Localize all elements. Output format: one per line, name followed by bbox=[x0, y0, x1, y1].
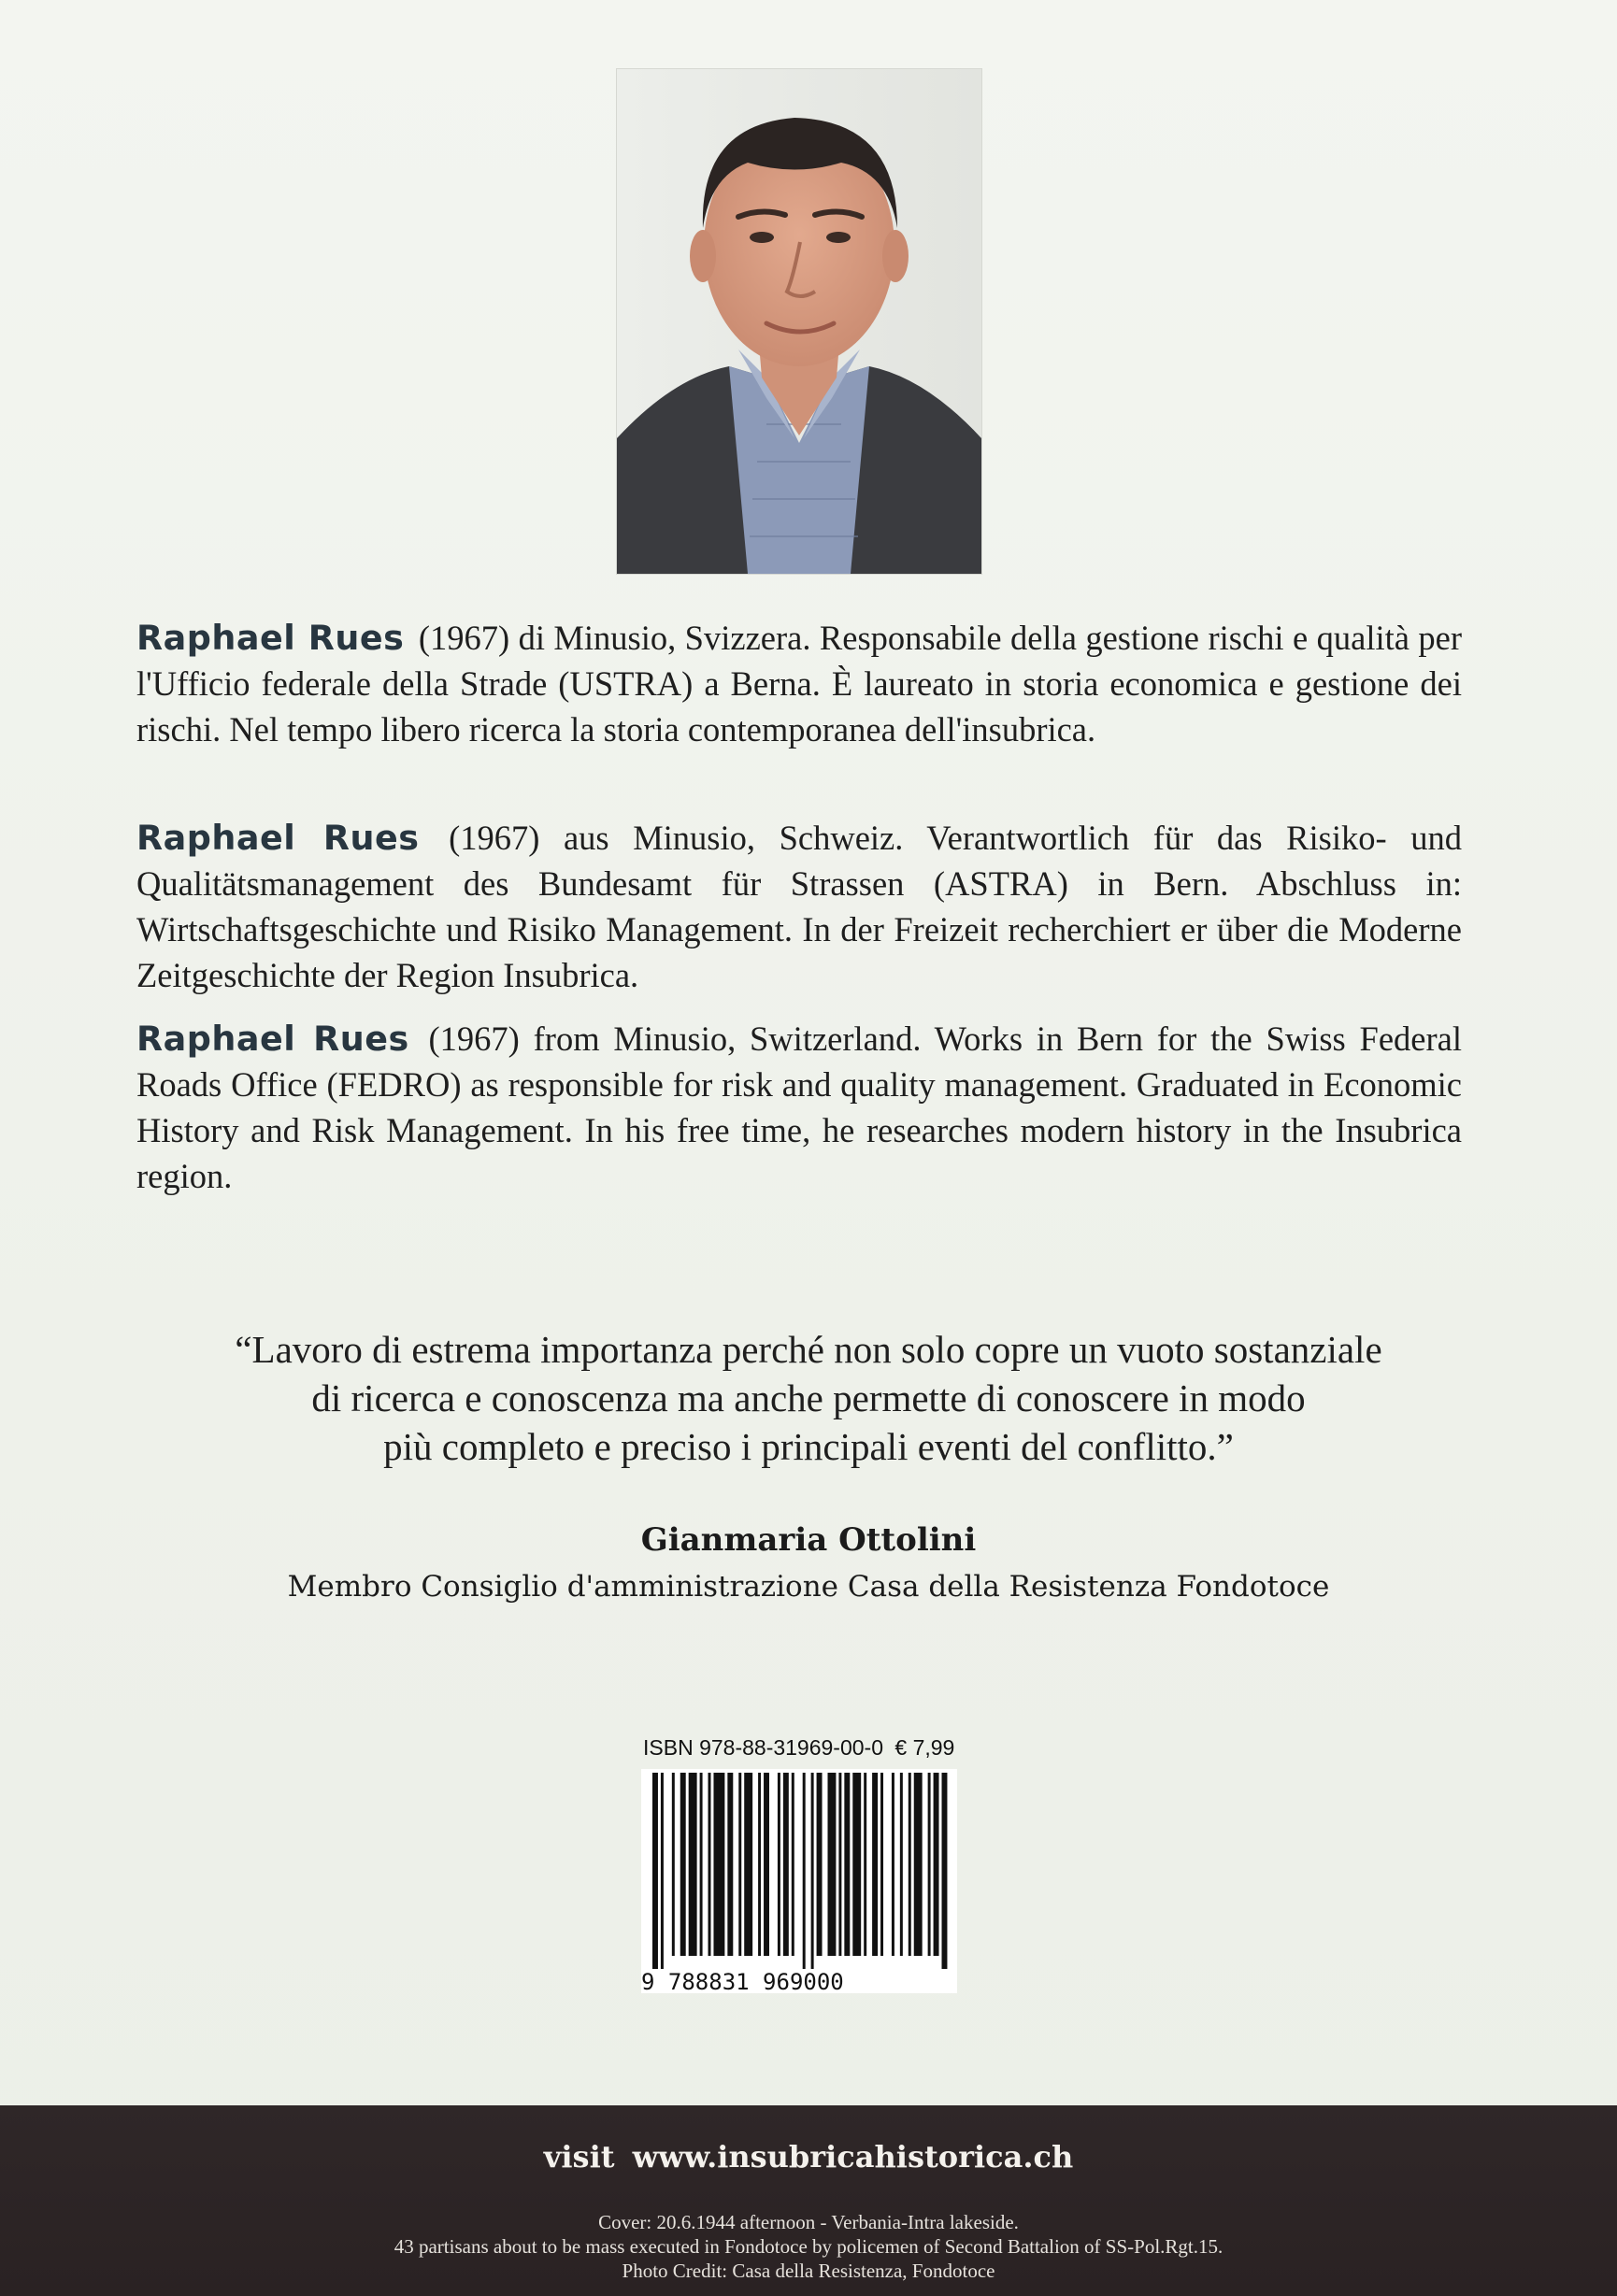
bio-text: (1967) di Minusio, Svizzera. Responsabile della gestione rischi e qualità per l'Ufficio federale della Strade (USTRA) a Berna. È laureato in storia economica e gestione dei rischi. Nel tempo libero ricerca la storia contemporanea dell'insubrica. bbox=[136, 619, 1463, 749]
photo-credit-line: Photo Credit: Casa della Resistenza, Fondotoce bbox=[622, 2260, 995, 2282]
website-link[interactable]: www.insubricahistorica.ch bbox=[632, 2139, 1074, 2175]
barcode-digits: 9 788831 969000 bbox=[641, 1969, 844, 1995]
barcode-bar bbox=[817, 1773, 823, 1956]
quote-author-role: Membro Consiglio d'amministrazione Casa della Resistenza Fondotoce bbox=[287, 1570, 1330, 1604]
author-name: Raphael Rues bbox=[136, 618, 405, 658]
barcode-bar bbox=[689, 1773, 697, 1956]
barcode-bar bbox=[727, 1773, 733, 1956]
barcode-bar bbox=[844, 1773, 850, 1956]
barcode-bar bbox=[744, 1773, 752, 1956]
barcode-bar bbox=[864, 1773, 866, 1956]
isbn-label bbox=[643, 1735, 960, 1761]
barcode-bar bbox=[914, 1773, 923, 1956]
barcode-bar bbox=[738, 1773, 741, 1956]
barcode-bar bbox=[811, 1773, 814, 1969]
barcode-bar bbox=[892, 1773, 894, 1956]
bio-text: (1967) from Minusio, Switzerland. Works in Bern for the Swiss Federal Roads Office (FEDRO) as responsible for risk and quality management. Graduated in Economic History and Risk Management. In his free time, he researches modern history in the Insubrica region. bbox=[136, 1020, 1463, 1195]
barcode-bar bbox=[758, 1773, 761, 1956]
barcode-bar bbox=[900, 1773, 903, 1956]
endorsement-quote bbox=[103, 1325, 1514, 1471]
barcode-bar bbox=[764, 1773, 769, 1956]
barcode-bar bbox=[872, 1773, 878, 1956]
author-photo bbox=[616, 68, 982, 575]
quote-line: più completo e preciso i principali eventi del conflitto.” bbox=[383, 1425, 1234, 1468]
barcode-bar bbox=[672, 1773, 675, 1956]
visit-label: visit bbox=[543, 2139, 615, 2175]
barcode-bar bbox=[778, 1773, 780, 1956]
barcode-bar bbox=[652, 1773, 658, 1969]
barcode bbox=[641, 1769, 957, 1993]
cover-credit-line: 43 partisans about to be mass executed in Fondotoce by policemen of Second Battalion of SS-Pol.Rgt.15. bbox=[394, 2235, 1223, 2258]
quote-author: Gianmaria Ottolini bbox=[640, 1521, 977, 1559]
barcode-bars bbox=[641, 1769, 957, 1969]
website-line bbox=[0, 2139, 1617, 2175]
barcode-bar bbox=[713, 1773, 724, 1956]
barcode-bar bbox=[934, 1773, 939, 1956]
barcode-bar bbox=[852, 1773, 861, 1956]
bio-italian bbox=[136, 615, 1462, 752]
barcode-bar bbox=[803, 1773, 806, 1969]
footer-band bbox=[0, 2105, 1617, 2296]
cover-credit-line: Cover: 20.6.1944 afternoon - Verbania-Intra lakeside. bbox=[598, 2211, 1019, 2233]
barcode-bar bbox=[792, 1773, 794, 1956]
barcode-bar bbox=[942, 1773, 948, 1969]
author-name: Raphael Rues bbox=[136, 1019, 409, 1059]
barcode-bar bbox=[700, 1773, 703, 1956]
price: € 7,99 bbox=[894, 1735, 955, 1760]
bio-english bbox=[136, 1016, 1462, 1199]
bio-german bbox=[136, 815, 1462, 998]
barcode-bar bbox=[680, 1773, 686, 1956]
barcode-bar bbox=[928, 1773, 931, 1956]
bio-text: (1967) aus Minusio, Schweiz. Verantwortlich für das Risiko- und Qualitätsmanagement des Bundesamt für Strassen (ASTRA) in Bern. Abschluss in: Wirtschaftsgeschichte und Risiko Management. In der Freizeit recherchiert er über die Moderne Zeitgeschichte der Region Insubrica. bbox=[136, 819, 1462, 994]
barcode-bar bbox=[880, 1773, 883, 1956]
barcode-bar bbox=[783, 1773, 789, 1956]
barcode-bar bbox=[661, 1773, 664, 1969]
author-name: Raphael Rues bbox=[136, 818, 420, 858]
barcode-bar bbox=[708, 1773, 711, 1956]
barcode-bar bbox=[909, 1773, 911, 1956]
barcode-bar bbox=[827, 1773, 836, 1956]
barcode-bar bbox=[838, 1773, 841, 1956]
isbn-number: ISBN 978-88-31969-00-0 bbox=[643, 1735, 883, 1760]
quote-line: di ricerca e conoscenza ma anche permette di conoscere in modo bbox=[311, 1376, 1306, 1419]
quote-line: “Lavoro di estrema importanza perché non solo copre un vuoto sostanziale bbox=[235, 1328, 1382, 1371]
